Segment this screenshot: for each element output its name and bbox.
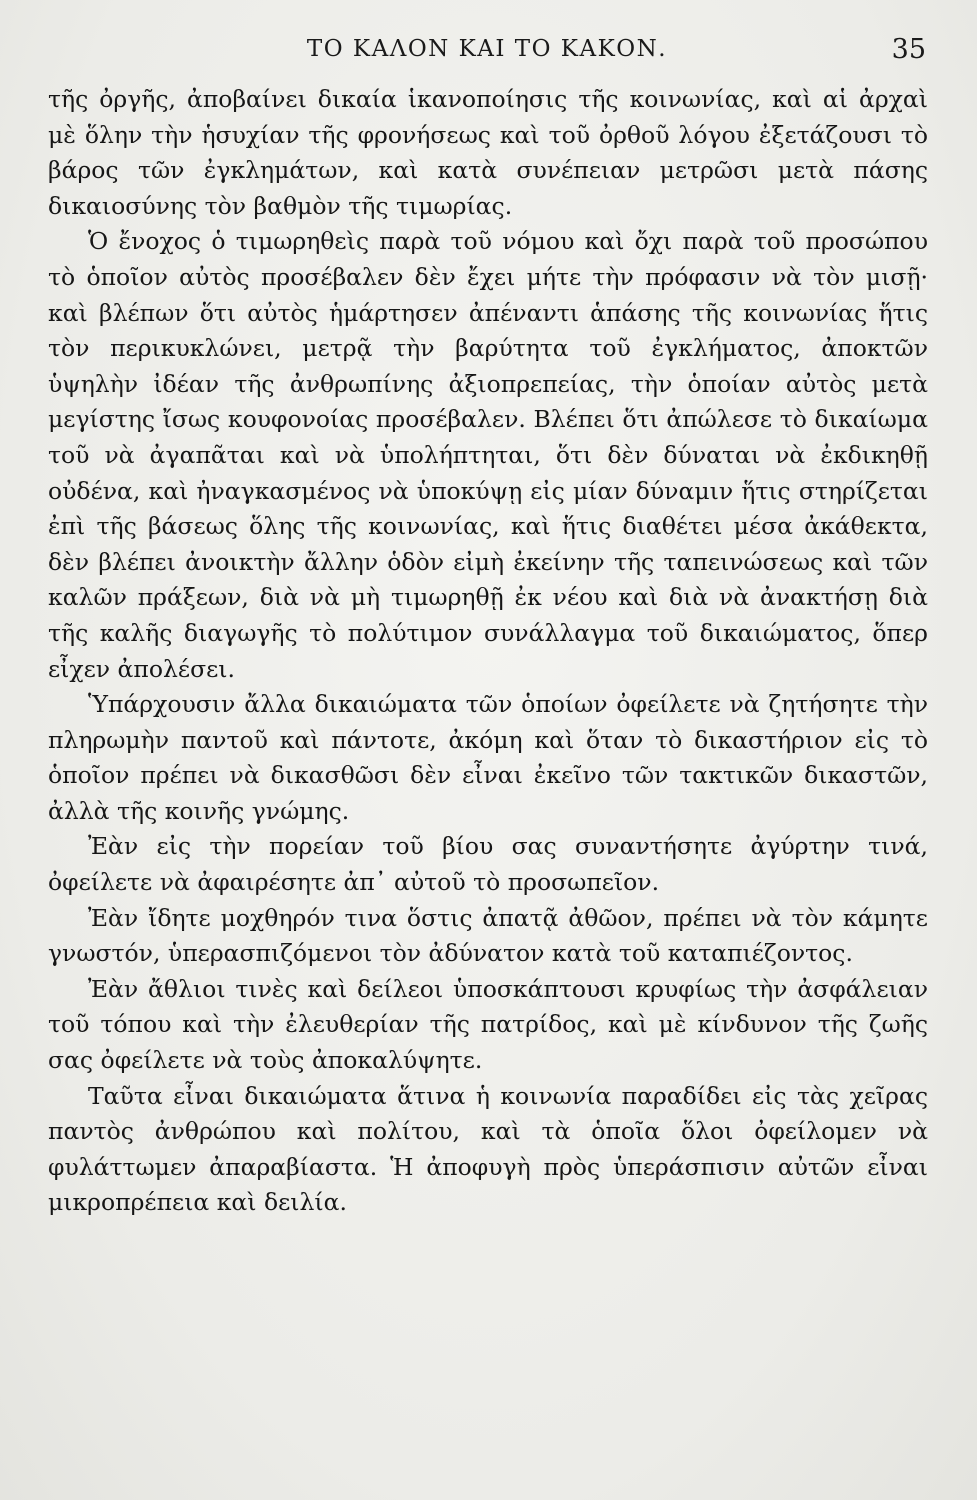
paragraph: τῆς ὀργῆς, ἀποβαίνει δικαία ἱκανοποίησις τῆς κοινωνίας, καὶ αἱ ἀρχαὶ μὲ ὅλην τὴν ἡσυχίαν τῆς φρονήσεως καὶ τοῦ ὀρθοῦ λόγου ἐξετάζουσι τὸ βάρος τῶν ἐγκλημάτων, καὶ κατὰ συνέπειαν μετρῶσι μετὰ πάσης δικαιοσύνης τὸν βαθμὸν τῆς τιμωρίας. [48,85,928,220]
page-header [48,28,926,72]
paragraph: Ὁ ἔνοχος ὁ τιμωρηθεὶς παρὰ τοῦ νόμου καὶ ὄχι παρὰ τοῦ προσώπου τὸ ὁποῖον αὐτὸς προσέβαλεν δὲν ἔχει μήτε τὴν πρόφασιν νὰ τὸν μισῇ· καὶ βλέπων ὅτι αὐτὸς ἡμάρτησεν ἀπέναντι ἁπάσης τῆς κοινωνίας ἥτις τὸν περικυκλώνει, μετρᾷ τὴν βαρύτητα τοῦ ἐγκλήματος, ἀποκτῶν ὑψηλὴν ἰδέαν τῆς ἀνθρωπίνης ἀξιοπρεπείας, τὴν ὁποίαν αὐτὸς μετὰ μεγίστης ἴσως κουφονοίας προσέβαλεν. Βλέπει ὅτι ἀπώλεσε τὸ δικαίωμα τοῦ νὰ ἀγαπᾶται καὶ νὰ ὑπολήπτηται, ὅτι δὲν δύναται νὰ ἐκδικηθῇ οὐδένα, καὶ ἠναγκασμένος νὰ ὑποκύψῃ εἰς μίαν δύναμιν ἥτις στηρίζεται ἐπὶ τῆς βάσεως ὅλης τῆς κοινωνίας, καὶ ἥτις διαθέτει μέσα ἀκάθεκτα, δὲν βλέπει ἀνοικτὴν ἄλλην ὁδὸν εἰμὴ ἐκείνην τῆς ταπεινώσεως καὶ τῶν καλῶν πράξεων, διὰ νὰ μὴ τιμωρηθῇ ἐκ νέου καὶ διὰ νὰ ἀνακτήσῃ διὰ τῆς καλῆς διαγωγῆς τὸ πολύτιμον συνάλλαγμα τοῦ δικαιώματος, ὅπερ εἶχεν ἀπολέσει. [48,227,928,683]
paragraph: Ἐὰν εἰς τὴν πορείαν τοῦ βίου σας συναντήσητε ἀγύρτην τινά, ὀφείλετε νὰ ἀφαιρέσητε ἀπ᾽ αὐτοῦ τὸ προσωπεῖον. [48,832,928,897]
paragraph: Ἐὰν ἴδητε μοχθηρόν τινα ὅστις ἀπατᾷ ἀθῶον, πρέπει νὰ τὸν κάμητε γνωστόν, ὑπερασπιζόμενοι τὸν ἀδύνατον κατὰ τοῦ καταπιέζοντος. [48,903,928,968]
page-number: 35 [891,34,926,65]
paragraph: Ὑπάρχουσιν ἄλλα δικαιώματα τῶν ὁποίων ὀφείλετε νὰ ζητήσητε τὴν πληρωμὴν παντοῦ καὶ πάντοτε, ἀκόμη καὶ ὅταν τὸ δικαστήριον εἰς τὸ ὁποῖον πρέπει νὰ δικασθῶσι δὲν εἶναι ἐκεῖνο τῶν τακτικῶν δικαστῶν, ἀλλὰ τῆς κοινῆς γνώμης. [48,690,928,825]
running-head: ΤΟ ΚΑΛΟΝ ΚΑΙ ΤΟ ΚΑΚΟΝ. [306,36,668,62]
body-text [48,82,928,1221]
paragraph: Ἐὰν ἄθλιοι τινὲς καὶ δείλεοι ὑποσκάπτουσι κρυφίως τὴν ἀσφάλειαν τοῦ τόπου καὶ τὴν ἐλευθερίαν τῆς πατρίδος, καὶ μὲ κίνδυνον τῆς ζωῆς σας ὀφείλετε νὰ τοὺς ἀποκαλύψητε. [48,974,928,1075]
paragraph: Ταῦτα εἶναι δικαιώματα ἅτινα ἡ κοινωνία παραδίδει εἰς τὰς χεῖρας παντὸς ἀνθρώπου καὶ πολίτου, καὶ τὰ ὁποῖα ὅλοι ὀφείλομεν νὰ φυλάττωμεν ἀπαραβίαστα. Ἡ ἀποφυγὴ πρὸς ὑπεράσπισιν αὐτῶν εἶναι μικροπρέπεια καὶ δειλία. [48,1081,928,1217]
